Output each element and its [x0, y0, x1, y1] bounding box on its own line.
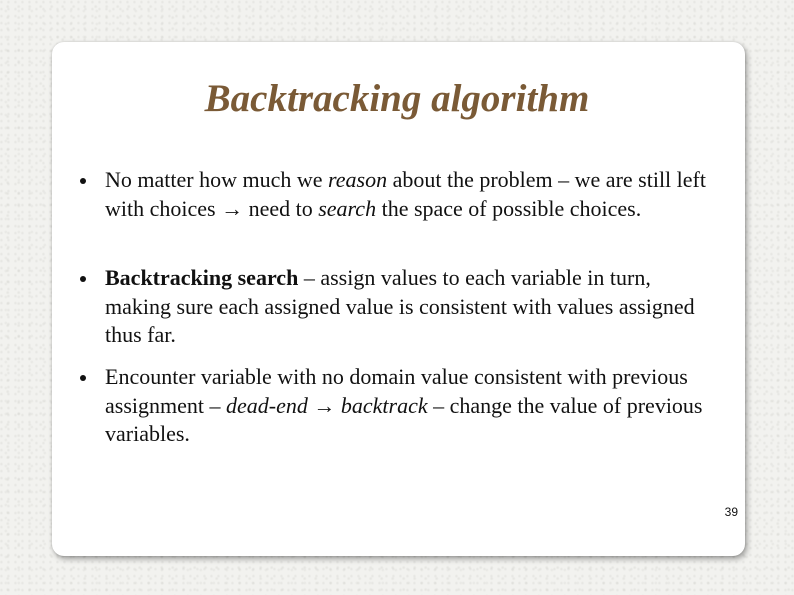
bullet-text-segment: the space of possible choices.: [376, 195, 642, 221]
bullet-text-segment: Backtracking search: [105, 265, 299, 290]
page-number: 39: [724, 505, 738, 519]
bullet-dot-icon: [80, 178, 86, 184]
bullet-text-segment: Encounter variable with no domain value consistent with previous assignment –: [105, 364, 688, 418]
bullet-text-segment: No matter how much we: [105, 167, 328, 192]
bullet-text-segment: →: [307, 392, 341, 418]
bullet-text-segment: reason: [328, 167, 388, 192]
bullet-dot-icon: [80, 276, 86, 282]
bullet-dot-icon: [80, 375, 86, 381]
bullet-text-segment: backtrack: [340, 392, 428, 418]
bullet-text-segment: – assign values to each variable in turn, making sure each assigned value is consistent with values assigned thus far.: [105, 265, 695, 347]
bullet-item: [105, 363, 715, 449]
bullet-text-segment: dead-end: [226, 392, 308, 418]
bullet-item: [105, 264, 715, 350]
bullet-text-segment: – change the value of previous variables.: [105, 392, 703, 446]
bullet-text-segment: search: [318, 195, 377, 221]
bullet-text-segment: about the problem – we are still left with choices → need to: [105, 167, 706, 221]
slide-title: Backtracking algorithm: [204, 77, 590, 120]
bullet-item: [105, 166, 715, 223]
